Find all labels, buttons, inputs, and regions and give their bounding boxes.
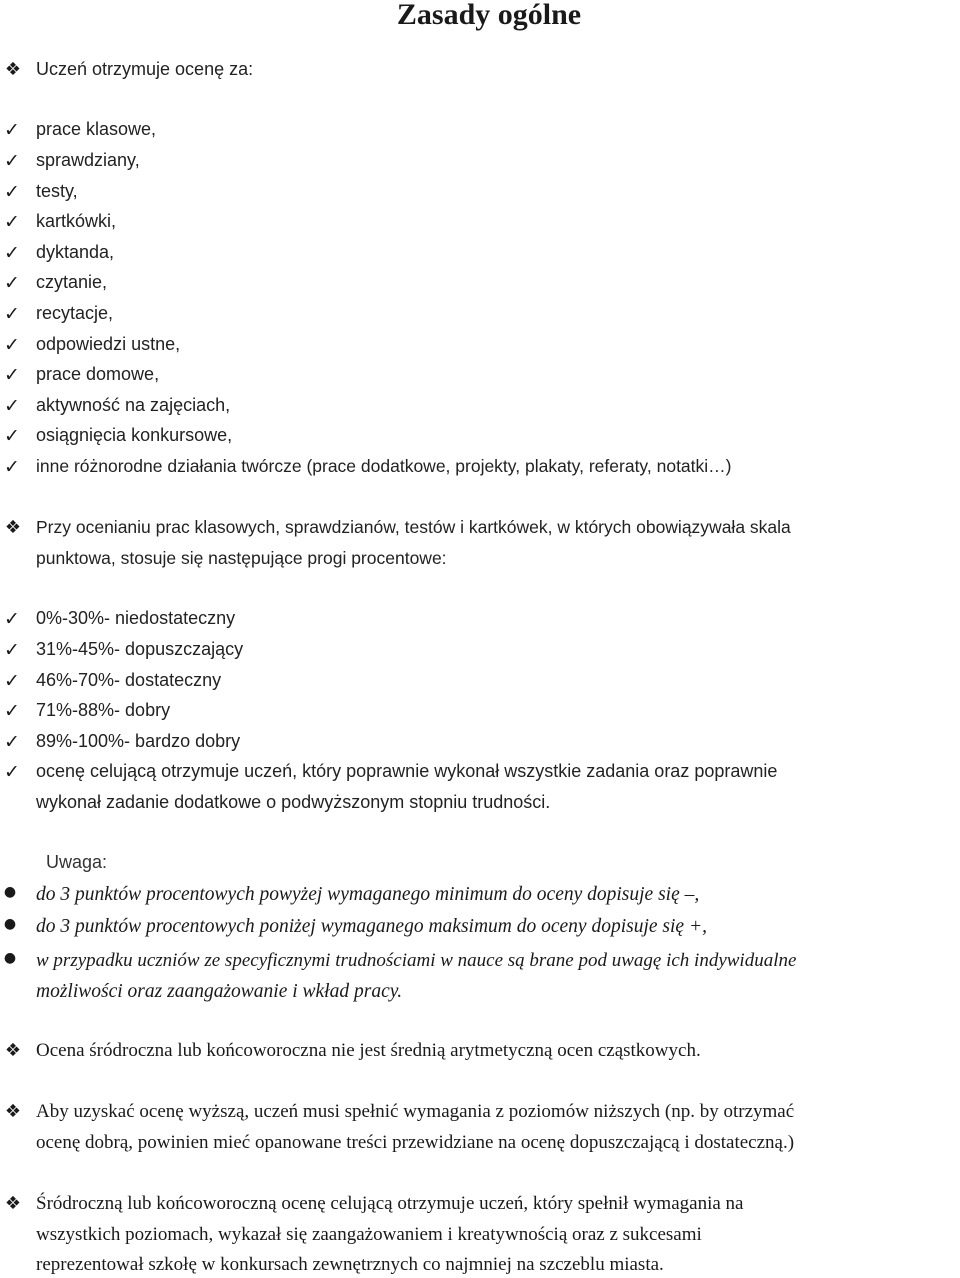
checkmark-icon: ✓ [4,395,20,417]
section-text: Aby uzyskać ocenę wyższą, uczeń musi spełnić wymagania z poziomów niższych (np. by otrzymać [36,1101,795,1122]
diamond-bullet-icon: ❖ [4,59,22,80]
checkmark-icon: ✓ [4,639,20,661]
checkmark-icon: ✓ [4,364,20,386]
checkmark-icon: ✓ [4,700,20,722]
section-text: wszystkich poziomach, wykazał się zaangażowaniem i kreatywnością oraz z sukcesami [36,1224,702,1245]
round-bullet-icon: ● [3,916,17,932]
note-item-text: do 3 punktów procentowych powyżej wymaganego minimum do oceny dopisuje się –, [36,884,700,905]
diamond-bullet-icon: ❖ [4,1040,22,1061]
checkmark-icon: ✓ [4,303,20,325]
checkmark-icon: ✓ [4,119,20,141]
list-item-text: 46%-70%- dostateczny [36,670,222,690]
section-text: Ocena śródroczna lub końcoworoczna nie jest średnią arytmetyczną ocen cząstkowych. [36,1040,701,1061]
checkmark-icon: ✓ [4,670,20,692]
list-item-text: 0%-30%- niedostateczny [36,608,236,628]
list-item-text: kartkówki, [36,211,117,231]
list-item-text: odpowiedzi ustne, [36,334,181,354]
section-heading-text: Uczeń otrzymuje ocenę za: [36,59,254,79]
page-title: Zasady ogólne [396,0,582,31]
list-item-text: dyktanda, [36,242,115,262]
checkmark-icon: ✓ [4,211,20,233]
section-heading-text: punktowa, stosuje się następujące progi procentowe: [36,548,447,568]
list-item-text: ocenę celującą otrzymuje uczeń, który poprawnie wykonał wszystkie zadania oraz poprawnie [36,761,778,781]
diamond-bullet-icon: ❖ [4,517,22,538]
section-heading-text: Przy ocenianiu prac klasowych, sprawdzianów, testów i kartkówek, w których obowiązywała skala [36,517,791,537]
checkmark-icon: ✓ [4,731,20,753]
note-label: Uwaga: [46,852,108,872]
list-item-text: prace domowe, [36,364,160,384]
section-text: Śródroczną lub końcoworoczną ocenę celującą otrzymuje uczeń, który spełnił wymagania na [36,1193,744,1214]
list-item-text: prace klasowe, [36,119,157,139]
checkmark-icon: ✓ [4,242,20,264]
checkmark-icon: ✓ [4,608,20,630]
note-item-text: możliwości oraz zaangażowanie i wkład pracy. [36,981,403,1002]
round-bullet-icon: ● [3,884,17,900]
diamond-bullet-icon: ❖ [4,1193,22,1214]
section-text: ocenę dobrą, powinien mieć opanowane treści przewidziane na ocenę dopuszczającą i dostateczną.) [36,1132,795,1153]
list-item-text: sprawdziany, [36,150,140,170]
checkmark-icon: ✓ [4,456,20,478]
diamond-bullet-icon: ❖ [4,1101,22,1122]
note-item-text: do 3 punktów procentowych poniżej wymaganego maksimum do oceny dopisuje się +, [36,916,707,937]
list-item-text: inne różnorodne działania twórcze (prace dodatkowe, projekty, plakaty, referaty, notatki…) [36,456,732,476]
list-item-text: wykonał zadanie dodatkowe o podwyższonym stopniu trudności. [36,792,551,812]
checkmark-icon: ✓ [4,181,20,203]
section-text: reprezentował szkołę w konkursach zewnętrznych co najmniej na szczeblu miasta. [36,1254,664,1275]
checkmark-icon: ✓ [4,425,20,447]
round-bullet-icon: ● [3,950,17,966]
checkmark-icon: ✓ [4,150,20,172]
list-item-text: aktywność na zajęciach, [36,395,231,415]
note-item-text: w przypadku uczniów ze specyficznymi trudnościami w nauce są brane pod uwagę ich indywidualne [36,950,797,971]
checkmark-icon: ✓ [4,272,20,294]
checkmark-icon: ✓ [4,761,20,783]
list-item-text: czytanie, [36,272,108,292]
list-item-text: osiągnięcia konkursowe, [36,425,233,445]
list-item-text: recytacje, [36,303,114,323]
list-item-text: 71%-88%- dobry [36,700,171,720]
list-item-text: testy, [36,181,78,201]
list-item-text: 31%-45%- dopuszczający [36,639,244,659]
checkmark-icon: ✓ [4,334,20,356]
list-item-text: 89%-100%- bardzo dobry [36,731,241,751]
